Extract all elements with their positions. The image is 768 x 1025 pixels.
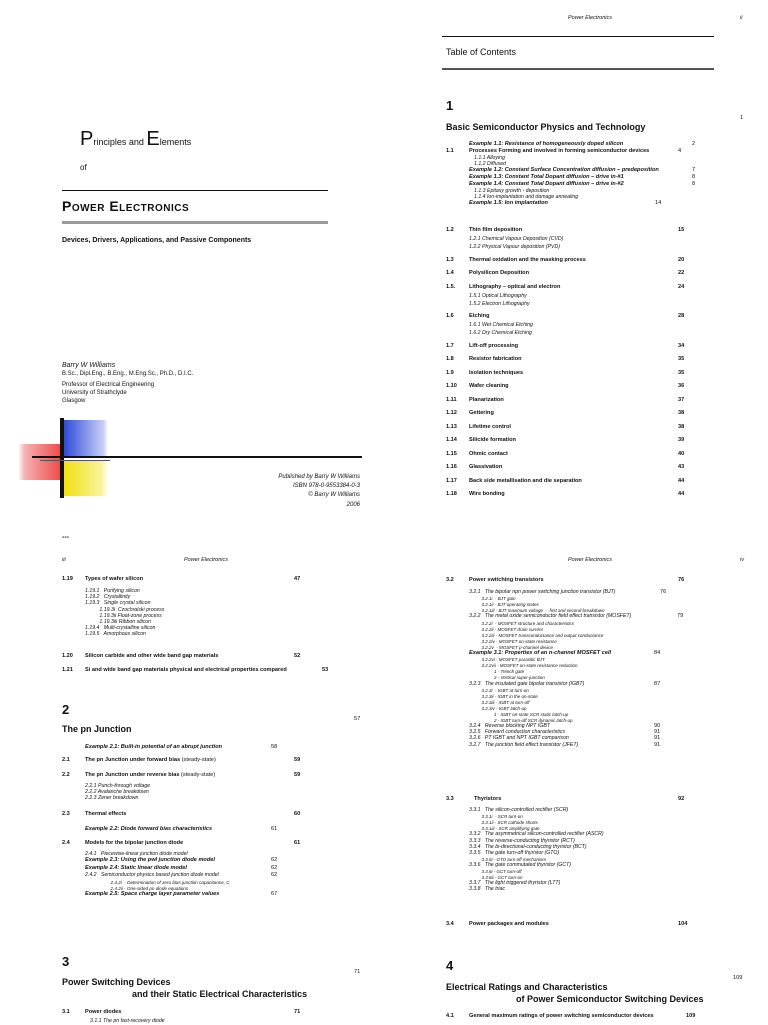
toc-section-page: 39 <box>678 437 685 443</box>
toc-section-page: 44 <box>678 491 685 497</box>
toc-entry-page: 91 <box>654 735 661 742</box>
page-number: ii <box>740 15 743 21</box>
sec-3-1-num: 3.1 <box>62 1009 70 1015</box>
chapter4-title-1: Electrical Ratings and Characteristics <box>446 982 608 992</box>
toc-section-num: 1.9 <box>446 369 454 376</box>
sec-3-2-title: Power switching transistors <box>469 577 544 583</box>
toc-subsection: 3.2.1 The bipolar npn power switching junction transistor (BJT) <box>469 589 616 595</box>
toc-subsection: 3.2.3ii - IGBT in the on-state <box>469 693 538 699</box>
author-degrees: B.Sc., Dipl.Eng., B.Eng., M.Eng.Sc., Ph.D., D.I.C. <box>62 371 194 377</box>
cross-vertical-line <box>60 418 64 498</box>
toc-section-page: 35 <box>678 369 685 376</box>
toc-section-page: 15 <box>678 227 685 233</box>
sec-3-3-title: Thyristors <box>474 796 502 802</box>
toc-section-num: 1.4 <box>446 270 454 276</box>
chapter3-page: 71 <box>354 969 361 975</box>
toc-section-title: Resistor fabrication <box>469 356 522 362</box>
cover-of: of <box>80 163 87 172</box>
toc-section-num: 1.8 <box>446 356 454 362</box>
toc-subsection: 1.19.2 Crystallinity <box>85 594 131 601</box>
cover-rule-bottom <box>62 221 328 224</box>
toc-subsection: 3.3.1ii - SCR cathode shorts <box>469 820 538 826</box>
sec-3-1-page: 71 <box>294 1009 301 1015</box>
toc-subsection: 3.3.6 The gate commutated thyristor (GCT) <box>469 861 572 868</box>
chapter4-title-2: of Power Semiconductor Switching Devices <box>516 994 704 1004</box>
publisher-3: © Barry W Williams <box>308 492 360 498</box>
chapter-number: 1 <box>446 98 454 113</box>
toc-subsection: 1.6.2 Dry Chemical Etching <box>469 330 532 336</box>
sec-2-2-title <box>85 772 215 779</box>
toc-subentry: 1.1.3 Epitaxy growth - deposition <box>474 188 550 194</box>
sec-title: The pn Junction under reverse bias <box>85 772 180 778</box>
toc-subsection: 3.2.2vii - MOSFET on-state resistance reduction <box>469 663 578 669</box>
toc-section-page: 38 <box>678 423 685 430</box>
toc-entry-page: 7 <box>692 167 696 173</box>
chapter4-number: 4 <box>446 958 454 973</box>
toc-subsection: 1.2.2 Physical Vapour deposition (PVD) <box>469 244 560 250</box>
toc-subsection: 3.3.5 The gate turn-off thyristor (GTO) <box>469 849 560 856</box>
toc-subsection: 1.19.1 Purifying silicon <box>85 588 140 594</box>
sec-2-3-num: 2.3 <box>62 811 70 817</box>
sec-3-2-num: 3.2 <box>446 577 454 583</box>
sec-3-3-num: 3.3 <box>446 796 454 802</box>
toc-subsection: 1.19.3ii Float-zone process <box>85 612 162 619</box>
title-e-initial: E <box>146 128 160 150</box>
toc-subsection: 1.19.3iii Ribbon silicon <box>85 619 152 625</box>
sec-2-2-num: 2.2 <box>62 772 70 778</box>
toc-section-num: 1.3 <box>446 256 454 263</box>
toc-subsection: 2.4.2 Semiconductor physics based junction diode model <box>85 872 219 879</box>
toc-rule-bottom <box>442 68 714 70</box>
sec-4-1-title: General maximum ratings of power switching semiconductor devices <box>469 1013 654 1019</box>
toc-subsection: 1 - Trench gate <box>469 669 525 675</box>
toc-entry-page: 62 <box>271 864 278 871</box>
toc-section-page: 43 <box>678 464 685 470</box>
toc-rule-top <box>442 36 714 37</box>
toc-section-num: 1.2 <box>446 227 454 233</box>
toc-subsection: 3.2.7 The junction field effect transistor (JFET) <box>469 741 579 748</box>
toc-section-num: 1.18 <box>446 491 457 497</box>
toc-entry-page: 90 <box>654 723 661 730</box>
sec-title-suffix: (steady-state) <box>180 757 216 763</box>
toc-section-page: 24 <box>678 283 685 290</box>
toc-section-title: Thermal oxidation and the masking process <box>469 256 586 263</box>
toc-subsection: 3.3.1iii - SCR amplifying gate <box>469 826 540 832</box>
sec-2-4-num: 2.4 <box>62 840 70 846</box>
toc-section-title: Silicide formation <box>469 437 516 443</box>
toc-section-title: Wire bonding <box>469 491 505 497</box>
toc-subsection: 3.2.1iii - BJT maximum voltage - first and second breakdown <box>469 608 605 614</box>
toc-entry-page: 8 <box>692 174 696 180</box>
toc-example-title: Example 1.5: Ion implantation <box>469 200 548 206</box>
toc-section-page: 20 <box>678 256 685 263</box>
sec-4-1-num: 4.1 <box>446 1013 454 1019</box>
toc-subsection: 3.2.2ii - MOSFET drain current <box>469 626 543 632</box>
sec-title-suffix: (steady-state) <box>179 772 216 778</box>
author-affil-3: Glasgow <box>62 398 86 404</box>
example-2-1: Example 2.1: Built-in potential of an abrupt junction <box>85 744 223 750</box>
publisher-4: 2006 <box>346 502 360 508</box>
chapter2-title: The pn Junction <box>62 724 132 734</box>
toc-row-1-19 <box>62 576 73 583</box>
toc-entry-page: 14 <box>655 200 662 206</box>
toc-section-title: Lithography – optical and electron <box>469 283 561 290</box>
toc-subentry: 1.1.1 Alloying <box>474 155 505 161</box>
sec-2-2-page: 59 <box>294 772 301 778</box>
toc-subsection: 1.19.3 Single crystal silicon <box>85 600 151 607</box>
toc-subsection: 1.5.1 Optical Lithography <box>469 292 527 299</box>
toc-subsection: 2 - IGBT turn-off SCR dynamic latch-up <box>469 718 573 724</box>
toc-subsection: 3.3.7 The light triggered thyristor (LTT) <box>469 880 561 887</box>
toc-subsection: 3.2.1ii - BJT operating states <box>469 602 539 608</box>
toc-entry-page: 67 <box>271 891 278 898</box>
toc-entry-page: 62 <box>271 857 278 864</box>
toc-section-num: 1.17 <box>446 477 457 484</box>
sec-title: The pn Junction under forward bias <box>85 757 181 763</box>
toc-section-num: 1.16 <box>446 464 457 470</box>
toc-subsection: 2.2.3 Zener breakdown <box>85 795 139 802</box>
page-header: Power Electronics <box>568 557 613 563</box>
toc-subsection: 3.3.2 The asymmetrical silicon-controlled rectifier (ASCR) <box>469 831 604 838</box>
toc-section-title: Lifetime control <box>469 423 511 430</box>
toc-subsection: 3.2.6 PT IGBT and NPT IGBT comparison <box>469 735 569 742</box>
toc-example-title: Example 1.4: Constant Total Dopant diffusion – drive in-#2 <box>469 181 624 187</box>
sec-3-4-page: 104 <box>678 921 688 927</box>
example-2-2: Example 2.2: Diode forward bias characteristics <box>85 826 213 832</box>
page-number: iii <box>62 557 66 563</box>
cover-dash: --- <box>62 534 69 541</box>
toc-row-1-20-page: 52 <box>294 653 301 659</box>
toc-entry-page: 84 <box>654 650 661 656</box>
toc-row-1-19-title: Types of wafer silicon <box>85 576 144 582</box>
sec-2-4-title: Models for the bipolar junction diode <box>85 840 184 846</box>
toc-subsection: 3.3.5i - GTO turn-off mechanism <box>469 856 546 862</box>
toc-subsection: 1.19.4 Multi-crystalline silicon <box>85 625 156 632</box>
toc-entry-page: 8 <box>692 181 696 187</box>
sec-2-4-page: 61 <box>294 840 301 846</box>
sec-2-1-num: 2.1 <box>62 757 70 763</box>
cover-rule-top <box>62 190 328 191</box>
toc-subsection: 3.2.2vi - MOSFET parasitic BJT <box>469 657 545 663</box>
toc-subsection: 3.3.1i - SCR turn-on <box>469 814 523 820</box>
toc-entry-page: 91 <box>654 741 661 748</box>
toc-subsection: 2 - Vertical super-junction <box>469 675 545 681</box>
toc-title: Table of Contents <box>446 47 517 57</box>
toc-row-1-21-page: 53 <box>322 667 329 673</box>
chapter4-page: 109 <box>733 975 743 981</box>
toc-row-1-19-page: 47 <box>294 576 301 582</box>
toc-section-title: Lift-off processing <box>469 342 519 349</box>
example-2-1-page: 58 <box>271 744 278 750</box>
sec-2-3-title: Thermal effects <box>85 811 127 817</box>
toc-section-num: 1.10 <box>446 383 457 389</box>
toc-subsection: 3.2.3iv - IGBT latch-up <box>469 705 527 711</box>
toc-subsection: 3.3.1 The silicon-controlled rectifier (SCR) <box>469 807 569 813</box>
toc-subsection: 3.2.3iii - IGBT at turn-off <box>469 699 530 705</box>
toc-section-title: Gettering <box>469 410 494 416</box>
toc-entry-page: 87 <box>654 680 661 687</box>
toc-example-title: Example 2.5: Space charge layer parameter values <box>85 891 220 898</box>
sec-2-1-title <box>85 757 216 764</box>
page-number: iv <box>740 557 744 563</box>
cross-horizontal-line <box>32 456 362 458</box>
example-2-2-page: 61 <box>271 826 278 832</box>
toc-row-1-20-num: 1.20 <box>62 653 73 659</box>
toc-section-num: 1.13 <box>446 423 457 430</box>
toc-example-title: Example 3.1: Properties of an n-channel MOSFET cell <box>469 650 612 656</box>
toc-entry-page: 79 <box>677 613 684 620</box>
cross-red-block <box>18 444 64 480</box>
toc-subsection: 3.2.5 Forward conduction characteristics <box>469 729 566 736</box>
toc-section-title: Wafer cleaning <box>469 383 509 389</box>
toc-example-title: Example 2.3: Using the pwl junction diode model <box>85 857 215 864</box>
sec-3-3-page: 92 <box>678 796 685 802</box>
chapter-title: Basic Semiconductor Physics and Technology <box>446 122 646 132</box>
toc-section-num: 1.15 <box>446 450 457 457</box>
toc-subsection: 3.2.2i - MOSFET structure and characteristics <box>469 620 575 626</box>
toc-subsection: 2.4.2ii - One-sided pn diode equations <box>85 885 189 891</box>
toc-section-title: Etching <box>469 313 490 319</box>
title-rest1: rinciples and <box>93 137 147 147</box>
chapter2-page: 57 <box>354 716 361 722</box>
toc-section-page: 38 <box>678 410 685 416</box>
sec-3-1-1: 3.1.1 The pn fast-recovery diode <box>90 1018 165 1024</box>
toc-section-page: 35 <box>678 356 685 362</box>
toc-example-title: Example 1.2: Constant Surface Concentration diffusion – predeposition <box>469 167 659 173</box>
cross-yellow-block <box>64 460 108 496</box>
toc-subsection: 3.2.2 The metal oxide semiconductor field effect transistor (MOSFET) <box>469 613 632 620</box>
toc-row-1-20-title: Silicon carbide and other wide band gap materials <box>85 653 219 659</box>
publisher-2: ISBN 978-0-9553384-0-3 <box>292 483 360 489</box>
toc-entry-page: 76 <box>660 589 667 595</box>
sec-3-1-title: Power diodes <box>85 1009 122 1015</box>
toc-subsection: 3.2.2v - MOSFET p-channel device <box>469 644 554 650</box>
toc-entry-page: 91 <box>654 729 661 736</box>
title-rest2: lements <box>159 137 192 147</box>
author-name: Barry W Williams <box>62 362 116 369</box>
sec-3-2-page: 76 <box>678 577 685 583</box>
toc-entry-page: 4 <box>678 148 682 154</box>
toc-section-title: Glassivation <box>469 464 503 470</box>
toc-section-num: 1.14 <box>446 437 457 443</box>
toc-subsection: 3.2.2iii - MOSFET transconductance and output conductance <box>469 632 604 638</box>
toc-section-page: 44 <box>678 477 685 484</box>
page-header: Power Electronics <box>568 15 613 21</box>
cover-subtitle: Devices, Drivers, Applications, and Passive Components <box>62 237 252 244</box>
sec-2-1-page: 59 <box>294 757 301 763</box>
toc-section-page: 36 <box>678 383 685 389</box>
toc-section-num: 1.6 <box>446 313 454 319</box>
sec-3-4-title: Power packages and modules <box>469 921 549 927</box>
cross-horizontal-line-2 <box>40 460 110 461</box>
chapter3-number: 3 <box>62 954 70 969</box>
toc-subsection: 1.2.1 Chemical Vapour Deposition (CVD) <box>469 236 564 242</box>
toc-subsection: 3.3.3 The reverse-conducting thyristor (RCT) <box>469 837 575 844</box>
chapter3-title-2: and their Static Electrical Characteristics <box>132 989 308 999</box>
toc-section-title: Polysilicon Deposition <box>469 270 529 276</box>
toc-subsection: 3.2.1i - BJT gain <box>469 596 516 602</box>
toc-entry-page: 62 <box>271 872 278 879</box>
toc-subsection: 1 - IGBT on-state SCR static latch-up <box>469 712 569 717</box>
title-p-initial: P <box>80 128 94 150</box>
toc-subsection: 1.6.1 Wet Chemical Etching <box>469 322 533 328</box>
toc-subsection: 3.3.6ii - GCT turn-on <box>469 875 523 881</box>
toc-entry-title: Processes Forming and involved in forming semiconductor devices <box>469 148 650 154</box>
toc-subsection: 1.19.5 Amorphous silicon <box>85 631 146 638</box>
toc-subsection: 2.4.1 Piecewise-linear junction diode model <box>85 851 188 857</box>
sec-num: 1.19 <box>62 576 73 582</box>
chapter-page: 1 <box>740 115 744 121</box>
author-affil-2: University of Strathclyde <box>62 390 127 396</box>
toc-row-1-21-num: 1.21 <box>62 667 73 673</box>
toc-section-page: 22 <box>678 270 685 276</box>
toc-example-title: Example 1.3: Constant Total Dopant diffusion – drive in-#1 <box>469 174 624 180</box>
toc-example-title: Example 1.1: Resistance of homogeneously doped silicon <box>469 141 624 147</box>
toc-section-page: 37 <box>678 396 685 403</box>
toc-section-num: 1.12 <box>446 410 457 416</box>
toc-section-title: Thin film deposition <box>469 227 523 233</box>
toc-subsection: 1.19.3i Czochralski process <box>85 606 165 613</box>
toc-section-title: Ohmic contact <box>469 450 508 457</box>
toc-row-1-21-title: Si and wide band gap materials physical and electrical properties compared <box>85 667 287 673</box>
toc-subentry: 1.1.2 Diffused <box>474 161 507 167</box>
page-header: Power Electronics <box>184 557 229 563</box>
cover-main-title: Power Electronics <box>62 198 190 214</box>
toc-subsection: 3.3.4 The bi-directional-conducting thyristor (BCT) <box>469 843 587 850</box>
chapter2-number: 2 <box>62 702 70 717</box>
toc-section-page: 34 <box>678 342 685 349</box>
chapter3-title-1: Power Switching Devices <box>62 977 171 987</box>
toc-subentry: 1.1.4 Ion-implantation and damage annealing <box>474 194 579 200</box>
toc-subsection: 3.3.8 The triac <box>469 886 506 893</box>
toc-example-title: Example 2.4: Static linear diode model <box>85 864 187 871</box>
sec-2-3-page: 60 <box>294 811 301 817</box>
toc-subsection: 2.4.2i - Determination of zero bias junction capacitance, C <box>85 879 230 885</box>
toc-subsection: 2.2.2 Avalanche breakdown <box>85 789 149 796</box>
publisher-1: Published by Barry W Williams <box>278 474 360 480</box>
toc-section-page: 28 <box>678 313 685 319</box>
author-affil-1: Professor of Electrical Engineering <box>62 382 155 388</box>
toc-section-title: Back side metallisation and die separation <box>469 477 582 484</box>
toc-section-page: 40 <box>678 450 685 457</box>
toc-section-title: Isolation techniques <box>469 369 524 376</box>
sec-4-1-page: 109 <box>686 1013 696 1019</box>
toc-subsection: 3.2.3i - IGBT at turn-on <box>469 687 529 693</box>
toc-subsection: 3.2.2iv - MOSFET on-state resistance <box>469 638 557 644</box>
toc-subsection: 2.2.1 Punch-through voltage <box>85 783 151 789</box>
cover-title-line1 <box>80 128 191 151</box>
toc-entry-page: 2 <box>692 141 696 147</box>
toc-section-num: 1.5. <box>446 283 456 290</box>
cross-blue-block <box>64 420 108 456</box>
toc-subsection: 3.3.6i - GCT turn-off <box>469 869 522 874</box>
sec-3-4-num: 3.4 <box>446 921 454 927</box>
toc-entry-num: 1.1 <box>446 148 454 154</box>
toc-section-num: 1.11 <box>446 396 457 403</box>
toc-subsection: 3.2.4 Reverse blocking NPT IGBT <box>469 723 551 730</box>
toc-subsection: 3.2.3 The insulated gate bipolar transistor (IGBT) <box>469 680 585 687</box>
toc-subsection: 1.5.2 Electron Lithography <box>469 300 530 307</box>
toc-section-num: 1.7 <box>446 342 454 349</box>
toc-section-title: Planarization <box>469 396 504 403</box>
